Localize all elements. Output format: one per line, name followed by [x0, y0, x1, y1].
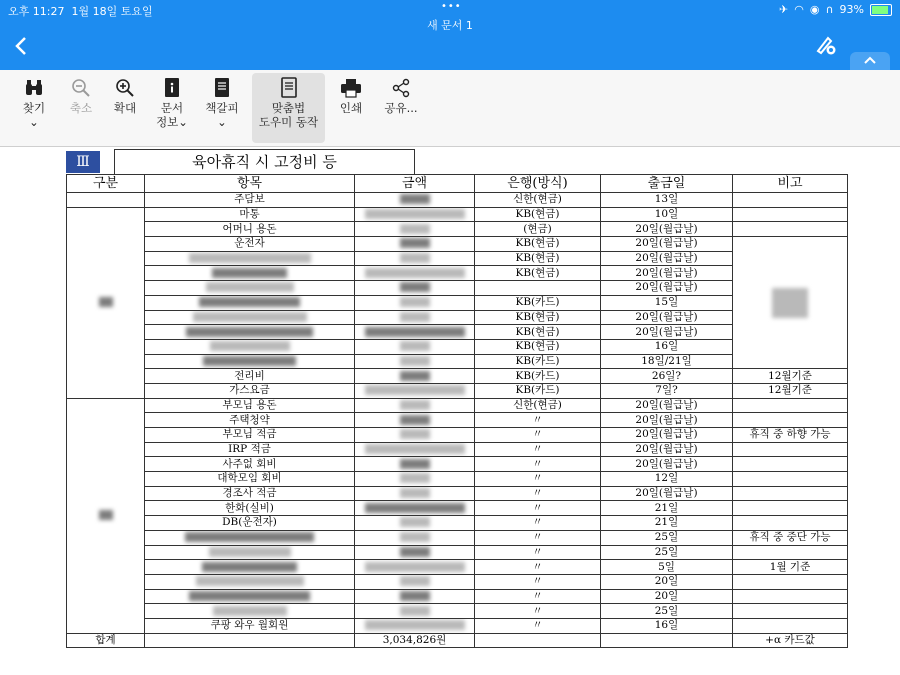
- binoculars-icon: [24, 78, 44, 98]
- bank-cell: KB(카드): [475, 369, 601, 384]
- bookmark-sub: ⌄: [217, 115, 227, 129]
- document-page[interactable]: [0, 147, 900, 675]
- find-label: 찾기: [22, 101, 46, 115]
- redacted-text: [400, 282, 430, 292]
- print-label: 인쇄: [339, 101, 363, 115]
- chevron-left-icon: [14, 35, 28, 57]
- redacted-text: [203, 356, 296, 366]
- table-row: [67, 428, 848, 443]
- print-button[interactable]: [333, 75, 369, 115]
- date-cell: 7일?: [601, 383, 733, 398]
- header-bank: 은행(방식): [475, 175, 601, 193]
- share-icon: [391, 78, 411, 98]
- table-row: [67, 281, 848, 296]
- date-cell: 25일: [601, 545, 733, 560]
- item-cell: 주택청약: [145, 413, 355, 428]
- redacted-text: [209, 547, 291, 557]
- item-cell: 운전자: [145, 237, 355, 252]
- battery-percent: 93%: [839, 3, 864, 16]
- date-cell: 26일?: [601, 369, 733, 384]
- redacted-text: [400, 576, 430, 586]
- document-info-button[interactable]: [152, 75, 192, 129]
- pen-gear-icon: [815, 34, 837, 56]
- redacted-text: [400, 606, 430, 616]
- amount-cell-redacted: [355, 486, 475, 501]
- chevron-up-icon: [863, 55, 877, 65]
- multitask-dots-icon[interactable]: •••: [441, 1, 462, 12]
- date-cell: 16일: [601, 339, 733, 354]
- redacted-text: [400, 312, 430, 322]
- table-row: [67, 207, 848, 222]
- redacted-text: [400, 547, 430, 557]
- item-cell: 한화(실비): [145, 501, 355, 516]
- total-row: [67, 633, 848, 648]
- item-cell: [145, 545, 355, 560]
- item-cell: [145, 310, 355, 325]
- find-button[interactable]: [14, 75, 54, 129]
- wifi-icon: ◠: [794, 3, 804, 16]
- amount-cell-redacted: [355, 193, 475, 208]
- item-cell: DB(운전자): [145, 516, 355, 531]
- document-info-sub: 정보⌄: [156, 115, 188, 129]
- redacted-text: [400, 356, 430, 366]
- date-cell: 10일: [601, 207, 733, 222]
- redacted-text: [365, 503, 465, 513]
- note-cell: [733, 574, 848, 589]
- item-cell: [145, 295, 355, 310]
- date-cell: 5일: [601, 560, 733, 575]
- redacted-text: [400, 371, 430, 381]
- spellcheck-label: 맞춤법: [271, 101, 306, 115]
- redacted-text: [99, 510, 113, 520]
- item-cell: [145, 251, 355, 266]
- date-cell: 20일(월급날): [601, 442, 733, 457]
- item-cell: 어머니 용돈: [145, 222, 355, 237]
- share-label: 공유...: [384, 101, 418, 115]
- note-cell: [733, 486, 848, 501]
- spellcheck-button[interactable]: [252, 73, 325, 143]
- bank-cell: 〃: [475, 589, 601, 604]
- redacted-text: [99, 297, 113, 307]
- printer-icon: [340, 78, 362, 98]
- bank-cell: [475, 281, 601, 296]
- table-row: [67, 295, 848, 310]
- bank-cell: 〃: [475, 574, 601, 589]
- redacted-text: [400, 253, 430, 263]
- airplane-icon: ✈: [779, 3, 789, 16]
- zoom-in-icon: [115, 78, 135, 98]
- redacted-text: [213, 606, 287, 616]
- note-cell: 휴직 중 하향 가능: [733, 428, 848, 443]
- total-note: +α 카드값: [733, 633, 848, 648]
- header-date: 출금일: [601, 175, 733, 193]
- amount-cell-redacted: [355, 310, 475, 325]
- date-cell: 20일: [601, 574, 733, 589]
- redacted-text: [210, 341, 290, 351]
- amount-cell-redacted: [355, 325, 475, 340]
- amount-cell-redacted: [355, 457, 475, 472]
- note-cell: 12월기준: [733, 383, 848, 398]
- date-cell: 12일: [601, 472, 733, 487]
- table-row: [67, 222, 848, 237]
- amount-cell-redacted: [355, 266, 475, 281]
- bookmark-label: 책갈피: [205, 101, 239, 115]
- table-row: [67, 325, 848, 340]
- redacted-text: [400, 341, 430, 351]
- total-date-cell: [601, 633, 733, 648]
- bookmark-icon: [213, 77, 231, 99]
- redacted-text: [400, 194, 430, 204]
- total-amount: 3,034,826원: [355, 633, 475, 648]
- table-header-row: [67, 175, 848, 193]
- date-cell: 20일(월급날): [601, 251, 733, 266]
- table-row: [67, 237, 848, 252]
- table-row: [67, 545, 848, 560]
- date-cell: 21일: [601, 516, 733, 531]
- redacted-text: [400, 532, 430, 542]
- note-cell: [733, 545, 848, 560]
- date-cell: 15일: [601, 295, 733, 310]
- table-row: [67, 266, 848, 281]
- amount-cell-redacted: [355, 354, 475, 369]
- battery-icon: [870, 4, 892, 16]
- amount-cell-redacted: [355, 383, 475, 398]
- bank-cell: KB(카드): [475, 383, 601, 398]
- note-cell: [733, 207, 848, 222]
- date-cell: 20일(월급날): [601, 398, 733, 413]
- redacted-text: [400, 429, 430, 439]
- amount-cell-redacted: [355, 251, 475, 266]
- redacted-text: [400, 400, 430, 410]
- table-row: [67, 530, 848, 545]
- date-cell: 20일(월급날): [601, 413, 733, 428]
- date-cell: 25일: [601, 604, 733, 619]
- total-bank-cell: [475, 633, 601, 648]
- redacted-text: [400, 517, 430, 527]
- amount-cell-redacted: [355, 472, 475, 487]
- note-cell: [733, 222, 848, 237]
- date-cell: 20일(월급날): [601, 428, 733, 443]
- note-cell: [733, 398, 848, 413]
- table-row: [67, 604, 848, 619]
- bank-cell: KB(현금): [475, 325, 601, 340]
- item-cell: [145, 574, 355, 589]
- bank-cell: KB(현금): [475, 237, 601, 252]
- bank-cell: 신한(현금): [475, 193, 601, 208]
- section-title: 육아휴직 시 고정비 등: [114, 149, 415, 175]
- table-row: [67, 369, 848, 384]
- redacted-text: [400, 297, 430, 307]
- item-cell: [145, 339, 355, 354]
- header-amount: 금액: [355, 175, 475, 193]
- nav-bar: [0, 19, 900, 70]
- bank-cell: KB(현금): [475, 339, 601, 354]
- redacted-text: [772, 288, 808, 318]
- zoom-out-button[interactable]: [62, 75, 100, 115]
- category-cell-redacted: [67, 398, 145, 633]
- bookmark-button[interactable]: [200, 75, 244, 129]
- date-cell: 16일: [601, 618, 733, 633]
- table-row: [67, 383, 848, 398]
- date-cell: 20일(월급날): [601, 237, 733, 252]
- bank-cell: 〃: [475, 516, 601, 531]
- note-cell: [733, 193, 848, 208]
- table-row: [67, 251, 848, 266]
- amount-cell-redacted: [355, 530, 475, 545]
- redacted-text: [400, 591, 430, 601]
- note-cell: [733, 501, 848, 516]
- bank-cell: 신한(현금): [475, 398, 601, 413]
- note-cell: [733, 589, 848, 604]
- item-cell: [145, 589, 355, 604]
- date-cell: 21일: [601, 501, 733, 516]
- table-row: [67, 442, 848, 457]
- amount-cell-redacted: [355, 222, 475, 237]
- redacted-text: [365, 562, 465, 572]
- item-cell: 사주없 회비: [145, 457, 355, 472]
- table-row: [67, 457, 848, 472]
- redacted-text: [365, 327, 465, 337]
- bank-cell: 〃: [475, 618, 601, 633]
- bank-cell: 〃: [475, 413, 601, 428]
- zoom-in-label: 확대: [113, 101, 137, 115]
- date-cell: 20일(월급날): [601, 486, 733, 501]
- table-row: [67, 193, 848, 208]
- total-label: 합계: [67, 633, 145, 648]
- redacted-text: [206, 282, 294, 292]
- item-cell: [145, 281, 355, 296]
- redacted-text: [196, 576, 304, 586]
- zoom-out-icon: [71, 78, 91, 98]
- pen-settings-button[interactable]: [815, 34, 837, 56]
- item-cell: IRP 적금: [145, 442, 355, 457]
- redacted-text: [186, 327, 313, 337]
- redacted-text: [365, 268, 465, 278]
- table-row: [67, 413, 848, 428]
- amount-cell-redacted: [355, 428, 475, 443]
- redacted-text: [202, 562, 297, 572]
- date-cell: 20일(월급날): [601, 457, 733, 472]
- date-cell: 20일(월급날): [601, 281, 733, 296]
- item-cell: 부모님 용돈: [145, 398, 355, 413]
- bank-cell: 〃: [475, 604, 601, 619]
- redacted-text: [365, 620, 465, 630]
- item-cell: 가스요금: [145, 383, 355, 398]
- item-cell: 주담보: [145, 193, 355, 208]
- note-cell-redacted: [733, 237, 848, 369]
- date-cell: 13일: [601, 193, 733, 208]
- status-indicators: [779, 3, 892, 16]
- bank-cell: 〃: [475, 530, 601, 545]
- note-cell: [733, 516, 848, 531]
- spellcheck-icon: [280, 77, 298, 99]
- bank-cell: (현금): [475, 222, 601, 237]
- bank-cell: 〃: [475, 472, 601, 487]
- amount-cell-redacted: [355, 589, 475, 604]
- table-row: [67, 398, 848, 413]
- note-cell: [733, 604, 848, 619]
- redacted-text: [212, 268, 287, 278]
- amount-cell-redacted: [355, 398, 475, 413]
- spellcheck-sub: 도우미 동작: [258, 115, 319, 129]
- redacted-text: [400, 473, 430, 483]
- amount-cell-redacted: [355, 516, 475, 531]
- item-cell: [145, 266, 355, 281]
- redacted-text: [400, 224, 430, 234]
- amount-cell-redacted: [355, 413, 475, 428]
- redacted-text: [400, 459, 430, 469]
- table-row: [67, 589, 848, 604]
- item-cell: [145, 354, 355, 369]
- header-item: 항목: [145, 175, 355, 193]
- zoom-in-button[interactable]: [106, 75, 144, 115]
- category-cell: [67, 193, 145, 208]
- redacted-text: [400, 415, 430, 425]
- date-cell: 25일: [601, 530, 733, 545]
- find-sub: ⌄: [29, 115, 39, 129]
- note-cell: [733, 413, 848, 428]
- item-cell: [145, 325, 355, 340]
- expense-table: [66, 174, 848, 648]
- amount-cell-redacted: [355, 604, 475, 619]
- bank-cell: 〃: [475, 560, 601, 575]
- total-item-cell: [145, 633, 355, 648]
- date-cell: 20일: [601, 589, 733, 604]
- redacted-text: [365, 209, 465, 219]
- date-cell: 20일(월급날): [601, 310, 733, 325]
- document-info-label: 문서: [160, 101, 184, 115]
- amount-cell-redacted: [355, 618, 475, 633]
- amount-cell-redacted: [355, 281, 475, 296]
- date-cell: 20일(월급날): [601, 325, 733, 340]
- note-cell: 휴직 중 중단 가능: [733, 530, 848, 545]
- table-row: [67, 618, 848, 633]
- table-row: [67, 516, 848, 531]
- headphones-icon: ∩: [825, 3, 834, 16]
- item-cell: 부모님 적금: [145, 428, 355, 443]
- date-cell: 20일(월급날): [601, 266, 733, 281]
- zoom-out-label: 축소: [69, 101, 93, 115]
- table-row: [67, 472, 848, 487]
- bank-cell: KB(카드): [475, 295, 601, 310]
- item-cell: 대학모임 회비: [145, 472, 355, 487]
- bank-cell: 〃: [475, 442, 601, 457]
- back-button[interactable]: [14, 35, 32, 57]
- redacted-text: [199, 297, 300, 307]
- table-row: [67, 354, 848, 369]
- table-row: [67, 339, 848, 354]
- amount-cell-redacted: [355, 207, 475, 222]
- amount-cell-redacted: [355, 560, 475, 575]
- item-cell: 쿠팡 와우 월회원: [145, 618, 355, 633]
- note-cell: [733, 442, 848, 457]
- note-cell: [733, 457, 848, 472]
- amount-cell-redacted: [355, 237, 475, 252]
- amount-cell-redacted: [355, 501, 475, 516]
- amount-cell-redacted: [355, 574, 475, 589]
- table-row: [67, 310, 848, 325]
- table-row: [67, 501, 848, 516]
- redacted-text: [365, 385, 465, 395]
- amount-cell-redacted: [355, 369, 475, 384]
- table-row: [67, 486, 848, 501]
- bank-cell: KB(현금): [475, 266, 601, 281]
- item-cell: 마통: [145, 207, 355, 222]
- bank-cell: KB(카드): [475, 354, 601, 369]
- redacted-text: [189, 253, 311, 263]
- amount-cell-redacted: [355, 295, 475, 310]
- amount-cell-redacted: [355, 339, 475, 354]
- redacted-text: [365, 444, 465, 454]
- date-cell: 20일(월급날): [601, 222, 733, 237]
- collapse-toolbar-button[interactable]: [850, 52, 890, 70]
- amount-cell-redacted: [355, 442, 475, 457]
- bank-cell: 〃: [475, 457, 601, 472]
- header-category: 구분: [67, 175, 145, 193]
- category-cell-redacted: [67, 207, 145, 398]
- item-cell: 경조사 적금: [145, 486, 355, 501]
- section-number: Ⅲ: [66, 151, 100, 173]
- item-cell: [145, 560, 355, 575]
- redacted-text: [185, 532, 314, 542]
- bank-cell: KB(현금): [475, 207, 601, 222]
- amount-cell-redacted: [355, 545, 475, 560]
- item-cell: 전리비: [145, 369, 355, 384]
- table-row: [67, 560, 848, 575]
- date-cell: 18일/21일: [601, 354, 733, 369]
- location-icon: ◉: [809, 3, 820, 16]
- note-cell: [733, 472, 848, 487]
- item-cell: [145, 530, 355, 545]
- toolbar: [0, 70, 900, 147]
- redacted-text: [189, 591, 310, 601]
- note-cell: [733, 618, 848, 633]
- note-cell: 12월기준: [733, 369, 848, 384]
- document-info-icon: [163, 77, 181, 99]
- status-time: 오후 11:27: [8, 5, 65, 18]
- redacted-text: [193, 312, 307, 322]
- bank-cell: 〃: [475, 428, 601, 443]
- bank-cell: 〃: [475, 545, 601, 560]
- share-button[interactable]: [380, 75, 422, 115]
- redacted-text: [400, 488, 430, 498]
- bank-cell: KB(현금): [475, 310, 601, 325]
- bank-cell: 〃: [475, 486, 601, 501]
- note-cell: 1월 기준: [733, 560, 848, 575]
- status-date: 1월 18일 토요일: [71, 5, 153, 18]
- bank-cell: 〃: [475, 501, 601, 516]
- item-cell: [145, 604, 355, 619]
- table-row: [67, 574, 848, 589]
- header-note: 비고: [733, 175, 848, 193]
- document-title: 새 문서 1: [427, 19, 473, 32]
- redacted-text: [400, 238, 430, 248]
- bank-cell: KB(현금): [475, 251, 601, 266]
